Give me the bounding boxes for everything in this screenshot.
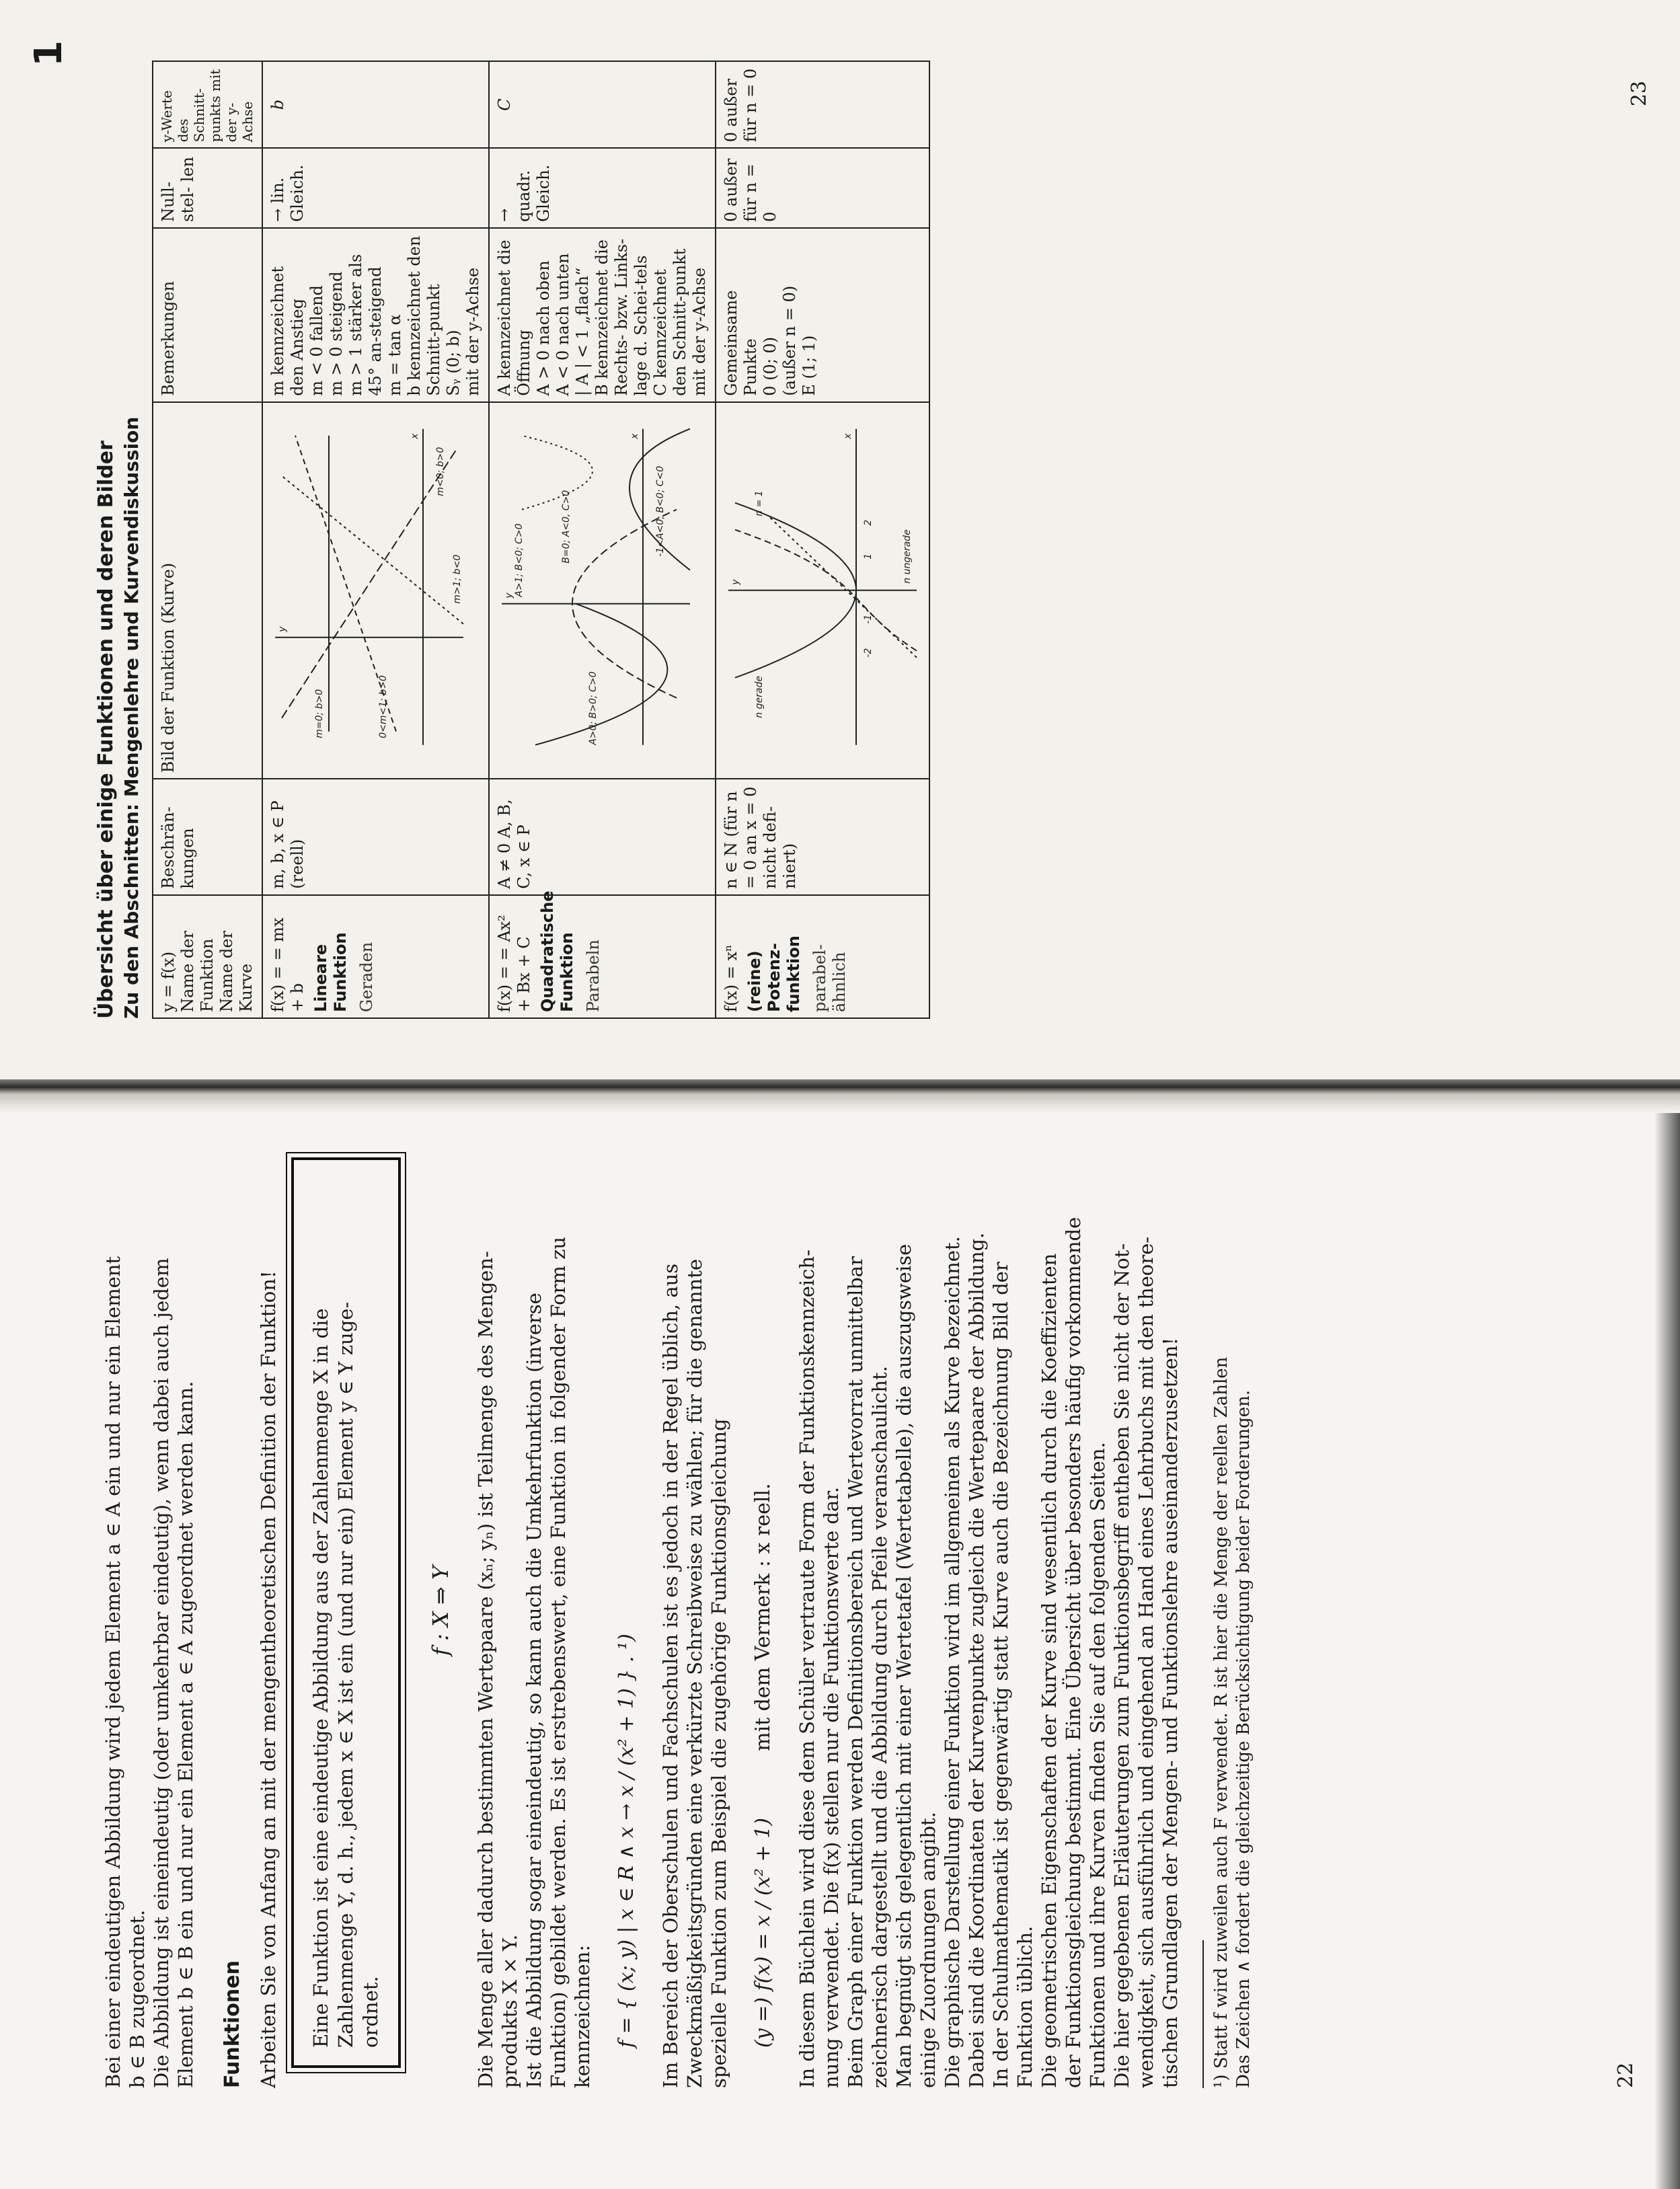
restrictions-cell: m, b, x ∈ P (reell) xyxy=(262,779,489,894)
line-n1 xyxy=(769,516,917,658)
function-formula: f(x) = xⁿ xyxy=(722,944,740,1012)
axis-label: x xyxy=(629,433,640,439)
text-line: nung verwendet. Die f(x) stellen nur die Funktionswerte dar. xyxy=(820,1486,843,2088)
graph-label: B=0; A<0, C>0 xyxy=(561,490,572,564)
remarks-cell xyxy=(716,228,929,402)
text-line: Die graphische Darstellung einer Funktion wird im allgemeinen als Kurve bezeichnet. xyxy=(941,1236,964,2088)
curve-name: Parabeln xyxy=(584,939,603,1012)
remark: A > 0 nach oben xyxy=(534,260,553,396)
left-page xyxy=(0,1086,1680,2189)
set-formula: f = { (x; y) | x ∈ R ∧ x → x / (x² + 1) } . ¹) xyxy=(615,1634,638,2048)
text-line: Zweckmäßigkeitsgründen eine verkürzte Schreibweise zu wählen; für die genannte xyxy=(683,1258,706,2088)
function-name: Lineare Funktion xyxy=(311,932,350,1012)
remark: m > 1 stärker als 45° an-steigend xyxy=(346,254,385,396)
remark: Sᵧ (0; b) xyxy=(444,330,463,396)
text-line: Bei einer eindeutigen Abbildung wird jedem Element a ∈ A ein und nur ein Element xyxy=(102,1256,124,2088)
section-heading: Funktionen xyxy=(221,1960,244,2088)
quadratic-function-graph xyxy=(495,408,697,773)
axis-label: y xyxy=(504,592,514,599)
table-row xyxy=(716,61,929,1018)
text-line: In diesem Büchlein wird diese dem Schüler vertraute Form der Funktionskennzeich- xyxy=(796,1250,818,2088)
text-line: der Funktionsgleichung bestimmt. Eine Übersicht über besonders häufig vorkommende xyxy=(1062,1217,1085,2088)
instruction-text: Arbeiten Sie von Anfang an mit der mengentheoretischen Definition der Funktion! xyxy=(257,1270,280,2088)
function-equation xyxy=(751,1133,775,2048)
axis-label: y xyxy=(730,579,741,585)
curve-name: parabel-ähnlich xyxy=(810,944,849,1012)
column-header: Null- stel- len xyxy=(153,148,262,228)
remark: m < 0 fallend xyxy=(307,285,326,396)
remarks-cell xyxy=(262,228,489,402)
main-paragraph xyxy=(795,1133,1182,2088)
y-intercept-cell: C xyxy=(489,61,716,148)
y-intercept-cell: b xyxy=(262,61,489,148)
tick-label: 2 xyxy=(863,520,874,526)
function-cell xyxy=(489,890,716,1018)
remark: B kennzeichnet die Rechts- bzw. Links-lage d. Schei-tels xyxy=(593,238,650,396)
remark: 0 (0; 0) xyxy=(761,336,779,396)
chapter-mark: 1 xyxy=(27,40,71,67)
text-line: Dabei sind die Koordinaten der Kurvenpunkte zugleich die Wertepaare der Abbildung. xyxy=(965,1232,988,2088)
table-row xyxy=(262,61,489,1018)
remark: | A | < 1 „flach“ xyxy=(573,267,592,396)
graph-label: n ungerade xyxy=(902,529,913,584)
text-line: ¹) Statt f wird zuweilen auch F verwendet. R ist hier die Menge der reellen Zahlen xyxy=(1211,1356,1231,2088)
column-header: y-Werte des Schnitt- punkts mit der y-Achse xyxy=(153,61,262,148)
remark: (außer n = 0) xyxy=(780,285,799,396)
column-header: Beschrän- kungen xyxy=(153,779,262,894)
text-line: kennzeichnen: xyxy=(571,1944,594,2088)
axis-label: x xyxy=(410,433,420,439)
relation-paragraph xyxy=(473,1133,595,2088)
graph-label: A>0; B>0; C>0 xyxy=(588,671,599,745)
function-formula: f(x) = = Ax² + Bx + C xyxy=(495,915,533,1012)
line-m-steep xyxy=(282,476,463,624)
text-line: wendigkeit, sich ausführlich und eingehend an Hand eines Lehrbuchs mit den theore- xyxy=(1135,1236,1157,2088)
power-function-graph xyxy=(722,408,923,773)
text-line: einige Zuordnungen angibt. xyxy=(917,1812,940,2088)
table-row xyxy=(489,61,716,1018)
graph-label: n = 1 xyxy=(754,490,765,516)
equation-text: (y =) f(x) = x / (x² + 1) xyxy=(751,1818,775,2048)
footnote-divider xyxy=(1202,1940,1204,2088)
restrictions-cell: A ≠ 0 A, B, C, x ∈ P xyxy=(489,779,716,894)
column-header: y = f(x) Name der Funktion Name der Kurve xyxy=(153,895,262,1018)
zeros-cell: → lin. Gleich. xyxy=(262,148,489,228)
right-page xyxy=(0,0,1680,1079)
text-line: Funktionen und ihre Kurven finden Sie auf den folgenden Seiten. xyxy=(1086,1442,1109,2088)
table-header-row xyxy=(153,61,262,1018)
remark: mit der y-Achse xyxy=(463,267,482,396)
schools-paragraph xyxy=(658,1133,731,2088)
parabola-positive xyxy=(535,604,667,745)
text-line: ordnet. xyxy=(359,1976,382,2048)
mapping-formula: f : X ⇒ Y xyxy=(428,1565,453,1656)
remarks-cell xyxy=(489,228,716,402)
text-line: Zahlenmenge Y, d. h., jedem x ∈ X ist ein (und nur ein) Element y ∈ Y zuge- xyxy=(334,1301,357,2048)
tick-label: 1 xyxy=(863,553,874,560)
text-line: Ist die Abbildung sogar eineindeutig, so kann auch die Umkehrfunktion (inverse xyxy=(523,1293,545,2088)
text-line: Im Bereich der Oberschulen und Fachschulen ist es jedoch in der Regel üblich, aus xyxy=(659,1263,682,2088)
function-name: Quadratische Funktion xyxy=(538,890,576,1012)
tick-label: -1 xyxy=(863,615,874,624)
text-line: zeichnerisch dargestellt und die Abbildung durch Pfeile veranschaulicht. xyxy=(868,1366,891,2088)
graph-label: -1<A<0; B<0; C<0 xyxy=(655,466,666,557)
function-name: (reine) Potenz-funktion xyxy=(745,935,803,1012)
text-line: Die geometrischen Eigenschaften der Kurve sind wesentlich durch die Koeffizienten xyxy=(1038,1253,1061,2088)
column-header: Bemerkungen xyxy=(153,228,262,402)
text-line: Die Menge aller dadurch bestimmten Wertepaare (xₙ; yₙ) ist Teilmenge des Mengen- xyxy=(474,1251,497,2088)
graph-cell xyxy=(716,402,929,779)
text-line: b ∈ B zugeordnet. xyxy=(126,1909,149,2088)
footnote xyxy=(1211,1133,1255,2088)
graph-label: A>1; B<0; C>0 xyxy=(514,523,525,597)
restrictions-cell: n ∈ N (für n = 0 an x = 0 nicht defi-niert) xyxy=(716,779,929,894)
tick-label: -2 xyxy=(863,648,874,658)
graph-label: 0<m<1; b>0 xyxy=(378,675,389,738)
parabola-narrow xyxy=(522,436,593,510)
remark: Gemeinsame Punkte xyxy=(722,290,760,396)
graph-cell xyxy=(262,402,489,779)
graph-label: n gerade xyxy=(754,676,765,718)
text-line: Man begnügt sich gelegentlich mit einer Wertetafel (Wertetabelle), die auszugsweise xyxy=(892,1243,915,2088)
graph-label: m=0; b>0 xyxy=(314,689,325,738)
text-line: Funktion üblich. xyxy=(1014,1925,1036,2088)
text-line: produkts X × Y. xyxy=(498,1934,521,2088)
graph-label: m>1; b<0 xyxy=(452,555,463,604)
linear-function-graph xyxy=(268,408,470,773)
remark: C kennzeichnet den Schnitt-punkt mit der y-Achse xyxy=(651,248,709,396)
equation-note: mit dem Vermerk : x reell. xyxy=(751,1483,775,1751)
remark: b kennzeichnet den Schnitt-punkt xyxy=(405,235,443,396)
remark: m = tan α xyxy=(385,314,404,396)
text-line: spezielle Funktion zum Beispiel die zugehörige Funktionsgleichung xyxy=(708,1418,730,2088)
text-line: Element b ∈ B ein und nur ein Element a ∈ A zugeordnet werden kann. xyxy=(174,1381,197,2088)
definition-box xyxy=(291,1157,401,2068)
text-line: Beim Graph einer Funktion werden Definitionsbereich und Wertevorrat unmittelbar xyxy=(844,1256,867,2088)
axis-label: y xyxy=(277,626,288,632)
zeros-cell: → quadr. Gleich. xyxy=(489,148,716,228)
text-line: Funktion) gebildet werden. Es ist erstrebenswert, eine Funktion in folgender Form zu xyxy=(547,1236,570,2088)
text-line: Eine Funktion ist eine eindeutige Abbildung aus der Zahlenmenge X in die xyxy=(309,1308,332,2048)
page-number: 23 xyxy=(1628,81,1651,107)
remark: A < 0 nach unten xyxy=(553,253,572,396)
remark: m kennzeichnet den Anstieg xyxy=(268,266,307,396)
text-line: Das Zeichen ∧ fordert die gleichzeitige Berücksichtigung beider Forderungen. xyxy=(1233,1389,1254,2088)
remark: m > 0 steigend xyxy=(327,271,346,396)
remark: E (1; 1) xyxy=(800,335,818,396)
intro-paragraph xyxy=(101,1133,198,2088)
text-line: In der Schulmathematik ist gegenwärtig statt Kurve auch die Bezeichnung Bild der xyxy=(989,1262,1012,2088)
page-number: 22 xyxy=(1614,2062,1638,2088)
graph-cell xyxy=(489,402,716,779)
curve-name: Geraden xyxy=(357,942,376,1012)
function-cell xyxy=(262,895,489,1018)
text-line: Die Abbildung ist eineindeutig (oder umkehrbar eindeutig), wenn dabei auch jedem xyxy=(150,1258,173,2088)
page-edge-shadow xyxy=(1654,1086,1680,2189)
zeros-cell: 0 außer für n = 0 xyxy=(716,148,929,228)
column-header: Bild der Funktion (Kurve) xyxy=(153,402,262,779)
overview-subtitle: Zu den Abschnitten: Mengenlehre und Kurvendiskussion xyxy=(120,416,143,1019)
y-intercept-cell: 0 außer für n = 0 xyxy=(716,61,929,148)
function-cell xyxy=(716,895,929,1018)
axis-label: x xyxy=(843,433,853,439)
function-formula: f(x) = = mx + b xyxy=(268,917,307,1012)
text-line: Die hier gegebenen Erläuterungen zum Funktionsbegriff entheben Sie nicht der Not- xyxy=(1110,1243,1133,2088)
graph-label: m<0; b>0 xyxy=(435,447,446,496)
text-line: tischen Grundlagen der Mengen- und Funktionslehre auseinanderzusetzen! xyxy=(1159,1337,1182,2088)
line-m-negative xyxy=(282,449,457,718)
remark: A kennzeichnet die Öffnung xyxy=(495,239,533,396)
function-overview-table xyxy=(152,61,930,1019)
overview-title: Übersicht über einige Funktionen und deren Bilder xyxy=(94,440,118,1019)
